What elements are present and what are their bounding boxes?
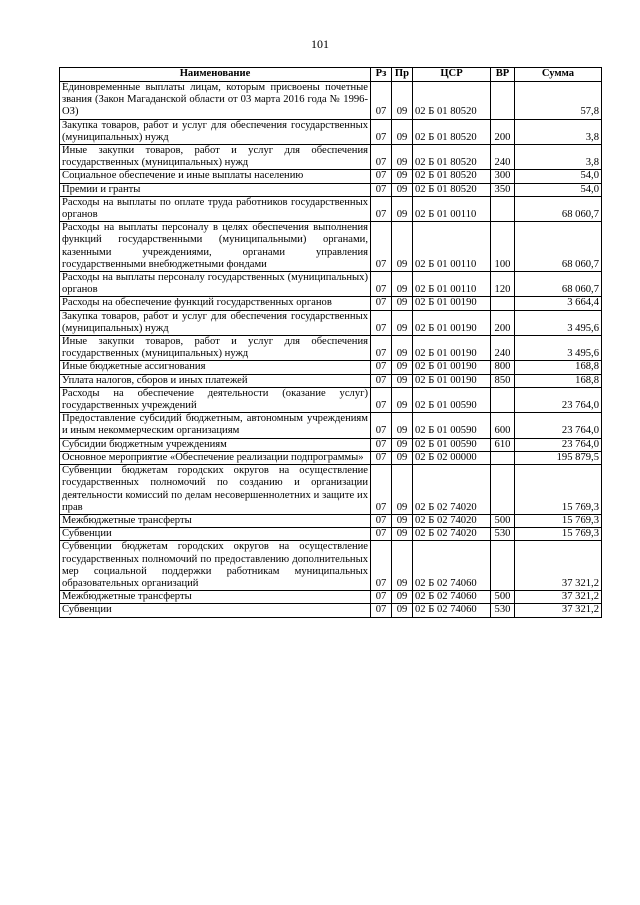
cell-sum: 3 664,4 bbox=[515, 297, 602, 310]
cell-pr: 09 bbox=[392, 272, 413, 297]
column-header-sum: Сумма bbox=[515, 68, 602, 82]
cell-csr: 02 Б 01 00110 bbox=[413, 196, 491, 221]
table-row bbox=[60, 528, 602, 541]
cell-name: Расходы на обеспечение функций государственных органов bbox=[60, 297, 371, 310]
cell-csr: 02 Б 01 00190 bbox=[413, 297, 491, 310]
cell-name: Расходы на выплаты персоналу государственных (муниципальных) органов bbox=[60, 272, 371, 297]
cell-sum: 3 495,6 bbox=[515, 310, 602, 335]
cell-sum: 23 764,0 bbox=[515, 413, 602, 438]
column-header-rz: Рз bbox=[371, 68, 392, 82]
cell-csr: 02 Б 02 00000 bbox=[413, 451, 491, 464]
cell-vr: 610 bbox=[491, 438, 515, 451]
table-row bbox=[60, 170, 602, 183]
cell-rz: 07 bbox=[371, 145, 392, 170]
cell-vr bbox=[491, 541, 515, 591]
cell-pr: 09 bbox=[392, 361, 413, 374]
table-row bbox=[60, 591, 602, 604]
table-row bbox=[60, 361, 602, 374]
cell-pr: 09 bbox=[392, 145, 413, 170]
cell-vr: 500 bbox=[491, 591, 515, 604]
table-row bbox=[60, 272, 602, 297]
cell-vr: 530 bbox=[491, 528, 515, 541]
cell-rz: 07 bbox=[371, 413, 392, 438]
table-row bbox=[60, 514, 602, 527]
cell-rz: 07 bbox=[371, 170, 392, 183]
cell-vr bbox=[491, 451, 515, 464]
table-row bbox=[60, 438, 602, 451]
cell-rz: 07 bbox=[371, 465, 392, 515]
table-row bbox=[60, 541, 602, 591]
cell-rz: 07 bbox=[371, 119, 392, 144]
cell-csr: 02 Б 01 00590 bbox=[413, 413, 491, 438]
cell-name: Субсидии бюджетным учреждениям bbox=[60, 438, 371, 451]
table-row bbox=[60, 145, 602, 170]
cell-csr: 02 Б 01 80520 bbox=[413, 119, 491, 144]
cell-csr: 02 Б 02 74020 bbox=[413, 465, 491, 515]
cell-rz: 07 bbox=[371, 528, 392, 541]
cell-csr: 02 Б 01 00110 bbox=[413, 222, 491, 272]
table-row bbox=[60, 336, 602, 361]
table-row bbox=[60, 374, 602, 387]
cell-sum: 23 764,0 bbox=[515, 387, 602, 412]
cell-csr: 02 Б 01 80520 bbox=[413, 82, 491, 120]
cell-name: Основное мероприятие «Обеспечение реализации подпрограммы» bbox=[60, 451, 371, 464]
cell-name: Премии и гранты bbox=[60, 183, 371, 196]
table-row bbox=[60, 413, 602, 438]
cell-rz: 07 bbox=[371, 541, 392, 591]
table-row bbox=[60, 119, 602, 144]
cell-pr: 09 bbox=[392, 119, 413, 144]
cell-csr: 02 Б 01 80520 bbox=[413, 183, 491, 196]
cell-csr: 02 Б 02 74060 bbox=[413, 591, 491, 604]
cell-vr bbox=[491, 387, 515, 412]
cell-vr: 800 bbox=[491, 361, 515, 374]
cell-pr: 09 bbox=[392, 170, 413, 183]
cell-rz: 07 bbox=[371, 222, 392, 272]
cell-csr: 02 Б 01 80520 bbox=[413, 170, 491, 183]
table-row bbox=[60, 222, 602, 272]
cell-pr: 09 bbox=[392, 222, 413, 272]
cell-name: Расходы на выплаты по оплате труда работников государственных органов bbox=[60, 196, 371, 221]
cell-csr: 02 Б 01 00190 bbox=[413, 310, 491, 335]
cell-csr: 02 Б 01 00190 bbox=[413, 374, 491, 387]
cell-vr bbox=[491, 465, 515, 515]
cell-pr: 09 bbox=[392, 591, 413, 604]
cell-csr: 02 Б 01 00190 bbox=[413, 361, 491, 374]
cell-rz: 07 bbox=[371, 604, 392, 617]
cell-name: Расходы на выплаты персоналу в целях обеспечения выполнения функций государственными (муниципальными) органами, казенными учреждениями, органами управления государственными внебюджетными фондами bbox=[60, 222, 371, 272]
table-row bbox=[60, 465, 602, 515]
cell-sum: 37 321,2 bbox=[515, 604, 602, 617]
cell-vr: 500 bbox=[491, 514, 515, 527]
cell-pr: 09 bbox=[392, 514, 413, 527]
cell-name: Межбюджетные трансферты bbox=[60, 514, 371, 527]
cell-pr: 09 bbox=[392, 604, 413, 617]
cell-sum: 54,0 bbox=[515, 170, 602, 183]
cell-vr bbox=[491, 82, 515, 120]
cell-sum: 68 060,7 bbox=[515, 272, 602, 297]
cell-name: Закупка товаров, работ и услуг для обеспечения государственных (муниципальных) нужд bbox=[60, 119, 371, 144]
table-row bbox=[60, 310, 602, 335]
cell-rz: 07 bbox=[371, 361, 392, 374]
cell-sum: 195 879,5 bbox=[515, 451, 602, 464]
cell-name: Иные бюджетные ассигнования bbox=[60, 361, 371, 374]
cell-sum: 54,0 bbox=[515, 183, 602, 196]
cell-vr: 120 bbox=[491, 272, 515, 297]
cell-pr: 09 bbox=[392, 183, 413, 196]
cell-pr: 09 bbox=[392, 310, 413, 335]
table-row bbox=[60, 82, 602, 120]
table-row bbox=[60, 196, 602, 221]
table-row bbox=[60, 387, 602, 412]
column-header-csr: ЦСР bbox=[413, 68, 491, 82]
cell-pr: 09 bbox=[392, 82, 413, 120]
cell-sum: 37 321,2 bbox=[515, 591, 602, 604]
column-header-vr: ВР bbox=[491, 68, 515, 82]
cell-sum: 3,8 bbox=[515, 145, 602, 170]
cell-sum: 68 060,7 bbox=[515, 196, 602, 221]
cell-rz: 07 bbox=[371, 183, 392, 196]
cell-sum: 37 321,2 bbox=[515, 541, 602, 591]
cell-rz: 07 bbox=[371, 82, 392, 120]
cell-vr: 100 bbox=[491, 222, 515, 272]
cell-sum: 168,8 bbox=[515, 361, 602, 374]
cell-csr: 02 Б 01 00590 bbox=[413, 387, 491, 412]
cell-sum: 15 769,3 bbox=[515, 465, 602, 515]
cell-rz: 07 bbox=[371, 438, 392, 451]
cell-vr: 200 bbox=[491, 310, 515, 335]
cell-rz: 07 bbox=[371, 451, 392, 464]
cell-vr: 530 bbox=[491, 604, 515, 617]
cell-name: Единовременные выплаты лицам, которым присвоены почетные звания (Закон Магаданской области от 03 марта 2016 года № 1996-ОЗ) bbox=[60, 82, 371, 120]
cell-pr: 09 bbox=[392, 297, 413, 310]
cell-pr: 09 bbox=[392, 451, 413, 464]
cell-vr: 240 bbox=[491, 336, 515, 361]
cell-csr: 02 Б 02 74060 bbox=[413, 604, 491, 617]
cell-pr: 09 bbox=[392, 438, 413, 451]
column-header-pr: Пр bbox=[392, 68, 413, 82]
cell-vr: 200 bbox=[491, 119, 515, 144]
table-row bbox=[60, 604, 602, 617]
cell-sum: 3,8 bbox=[515, 119, 602, 144]
cell-rz: 07 bbox=[371, 514, 392, 527]
cell-rz: 07 bbox=[371, 310, 392, 335]
cell-pr: 09 bbox=[392, 387, 413, 412]
cell-pr: 09 bbox=[392, 465, 413, 515]
cell-sum: 15 769,3 bbox=[515, 528, 602, 541]
cell-sum: 168,8 bbox=[515, 374, 602, 387]
cell-vr: 850 bbox=[491, 374, 515, 387]
column-header-name: Наименование bbox=[60, 68, 371, 82]
cell-vr: 350 bbox=[491, 183, 515, 196]
cell-name: Иные закупки товаров, работ и услуг для обеспечения государственных (муниципальных) нужд bbox=[60, 145, 371, 170]
cell-rz: 07 bbox=[371, 297, 392, 310]
cell-sum: 23 764,0 bbox=[515, 438, 602, 451]
cell-rz: 07 bbox=[371, 387, 392, 412]
cell-vr bbox=[491, 297, 515, 310]
cell-name: Иные закупки товаров, работ и услуг для обеспечения государственных (муниципальных) нужд bbox=[60, 336, 371, 361]
cell-vr: 300 bbox=[491, 170, 515, 183]
table-header-row bbox=[60, 68, 602, 82]
cell-name: Субвенции бюджетам городских округов на осуществление государственных полномочий по предоставлению дополнительных мер социальной поддержки работникам муниципальных образовательных организаций bbox=[60, 541, 371, 591]
cell-sum: 57,8 bbox=[515, 82, 602, 120]
cell-name: Закупка товаров, работ и услуг для обеспечения государственных (муниципальных) нужд bbox=[60, 310, 371, 335]
cell-name: Субвенции bbox=[60, 604, 371, 617]
cell-name: Уплата налогов, сборов и иных платежей bbox=[60, 374, 371, 387]
cell-sum: 68 060,7 bbox=[515, 222, 602, 272]
cell-pr: 09 bbox=[392, 336, 413, 361]
cell-csr: 02 Б 02 74020 bbox=[413, 528, 491, 541]
cell-pr: 09 bbox=[392, 413, 413, 438]
table-body bbox=[60, 82, 602, 618]
cell-csr: 02 Б 01 80520 bbox=[413, 145, 491, 170]
table-row bbox=[60, 297, 602, 310]
cell-vr bbox=[491, 196, 515, 221]
cell-rz: 07 bbox=[371, 591, 392, 604]
cell-name: Субвенции bbox=[60, 528, 371, 541]
cell-sum: 15 769,3 bbox=[515, 514, 602, 527]
cell-csr: 02 Б 02 74060 bbox=[413, 541, 491, 591]
table-row bbox=[60, 183, 602, 196]
cell-vr: 240 bbox=[491, 145, 515, 170]
cell-csr: 02 Б 01 00590 bbox=[413, 438, 491, 451]
table-row bbox=[60, 451, 602, 464]
cell-csr: 02 Б 01 00110 bbox=[413, 272, 491, 297]
cell-rz: 07 bbox=[371, 374, 392, 387]
cell-name: Предоставление субсидий бюджетным, автономным учреждениям и иным некоммерческим организациям bbox=[60, 413, 371, 438]
cell-name: Субвенции бюджетам городских округов на осуществление государственных полномочий по созданию и организации деятельности комиссий по делам несовершеннолетних и защите их прав bbox=[60, 465, 371, 515]
budget-table bbox=[59, 67, 602, 618]
cell-csr: 02 Б 01 00190 bbox=[413, 336, 491, 361]
cell-pr: 09 bbox=[392, 528, 413, 541]
cell-pr: 09 bbox=[392, 196, 413, 221]
cell-rz: 07 bbox=[371, 196, 392, 221]
cell-vr: 600 bbox=[491, 413, 515, 438]
cell-name: Межбюджетные трансферты bbox=[60, 591, 371, 604]
cell-rz: 07 bbox=[371, 336, 392, 361]
page-number: 101 bbox=[311, 37, 329, 51]
cell-name: Социальное обеспечение и иные выплаты населению bbox=[60, 170, 371, 183]
cell-pr: 09 bbox=[392, 374, 413, 387]
cell-pr: 09 bbox=[392, 541, 413, 591]
cell-csr: 02 Б 02 74020 bbox=[413, 514, 491, 527]
cell-rz: 07 bbox=[371, 272, 392, 297]
cell-sum: 3 495,6 bbox=[515, 336, 602, 361]
cell-name: Расходы на обеспечение деятельности (оказание услуг) государственных учреждений bbox=[60, 387, 371, 412]
